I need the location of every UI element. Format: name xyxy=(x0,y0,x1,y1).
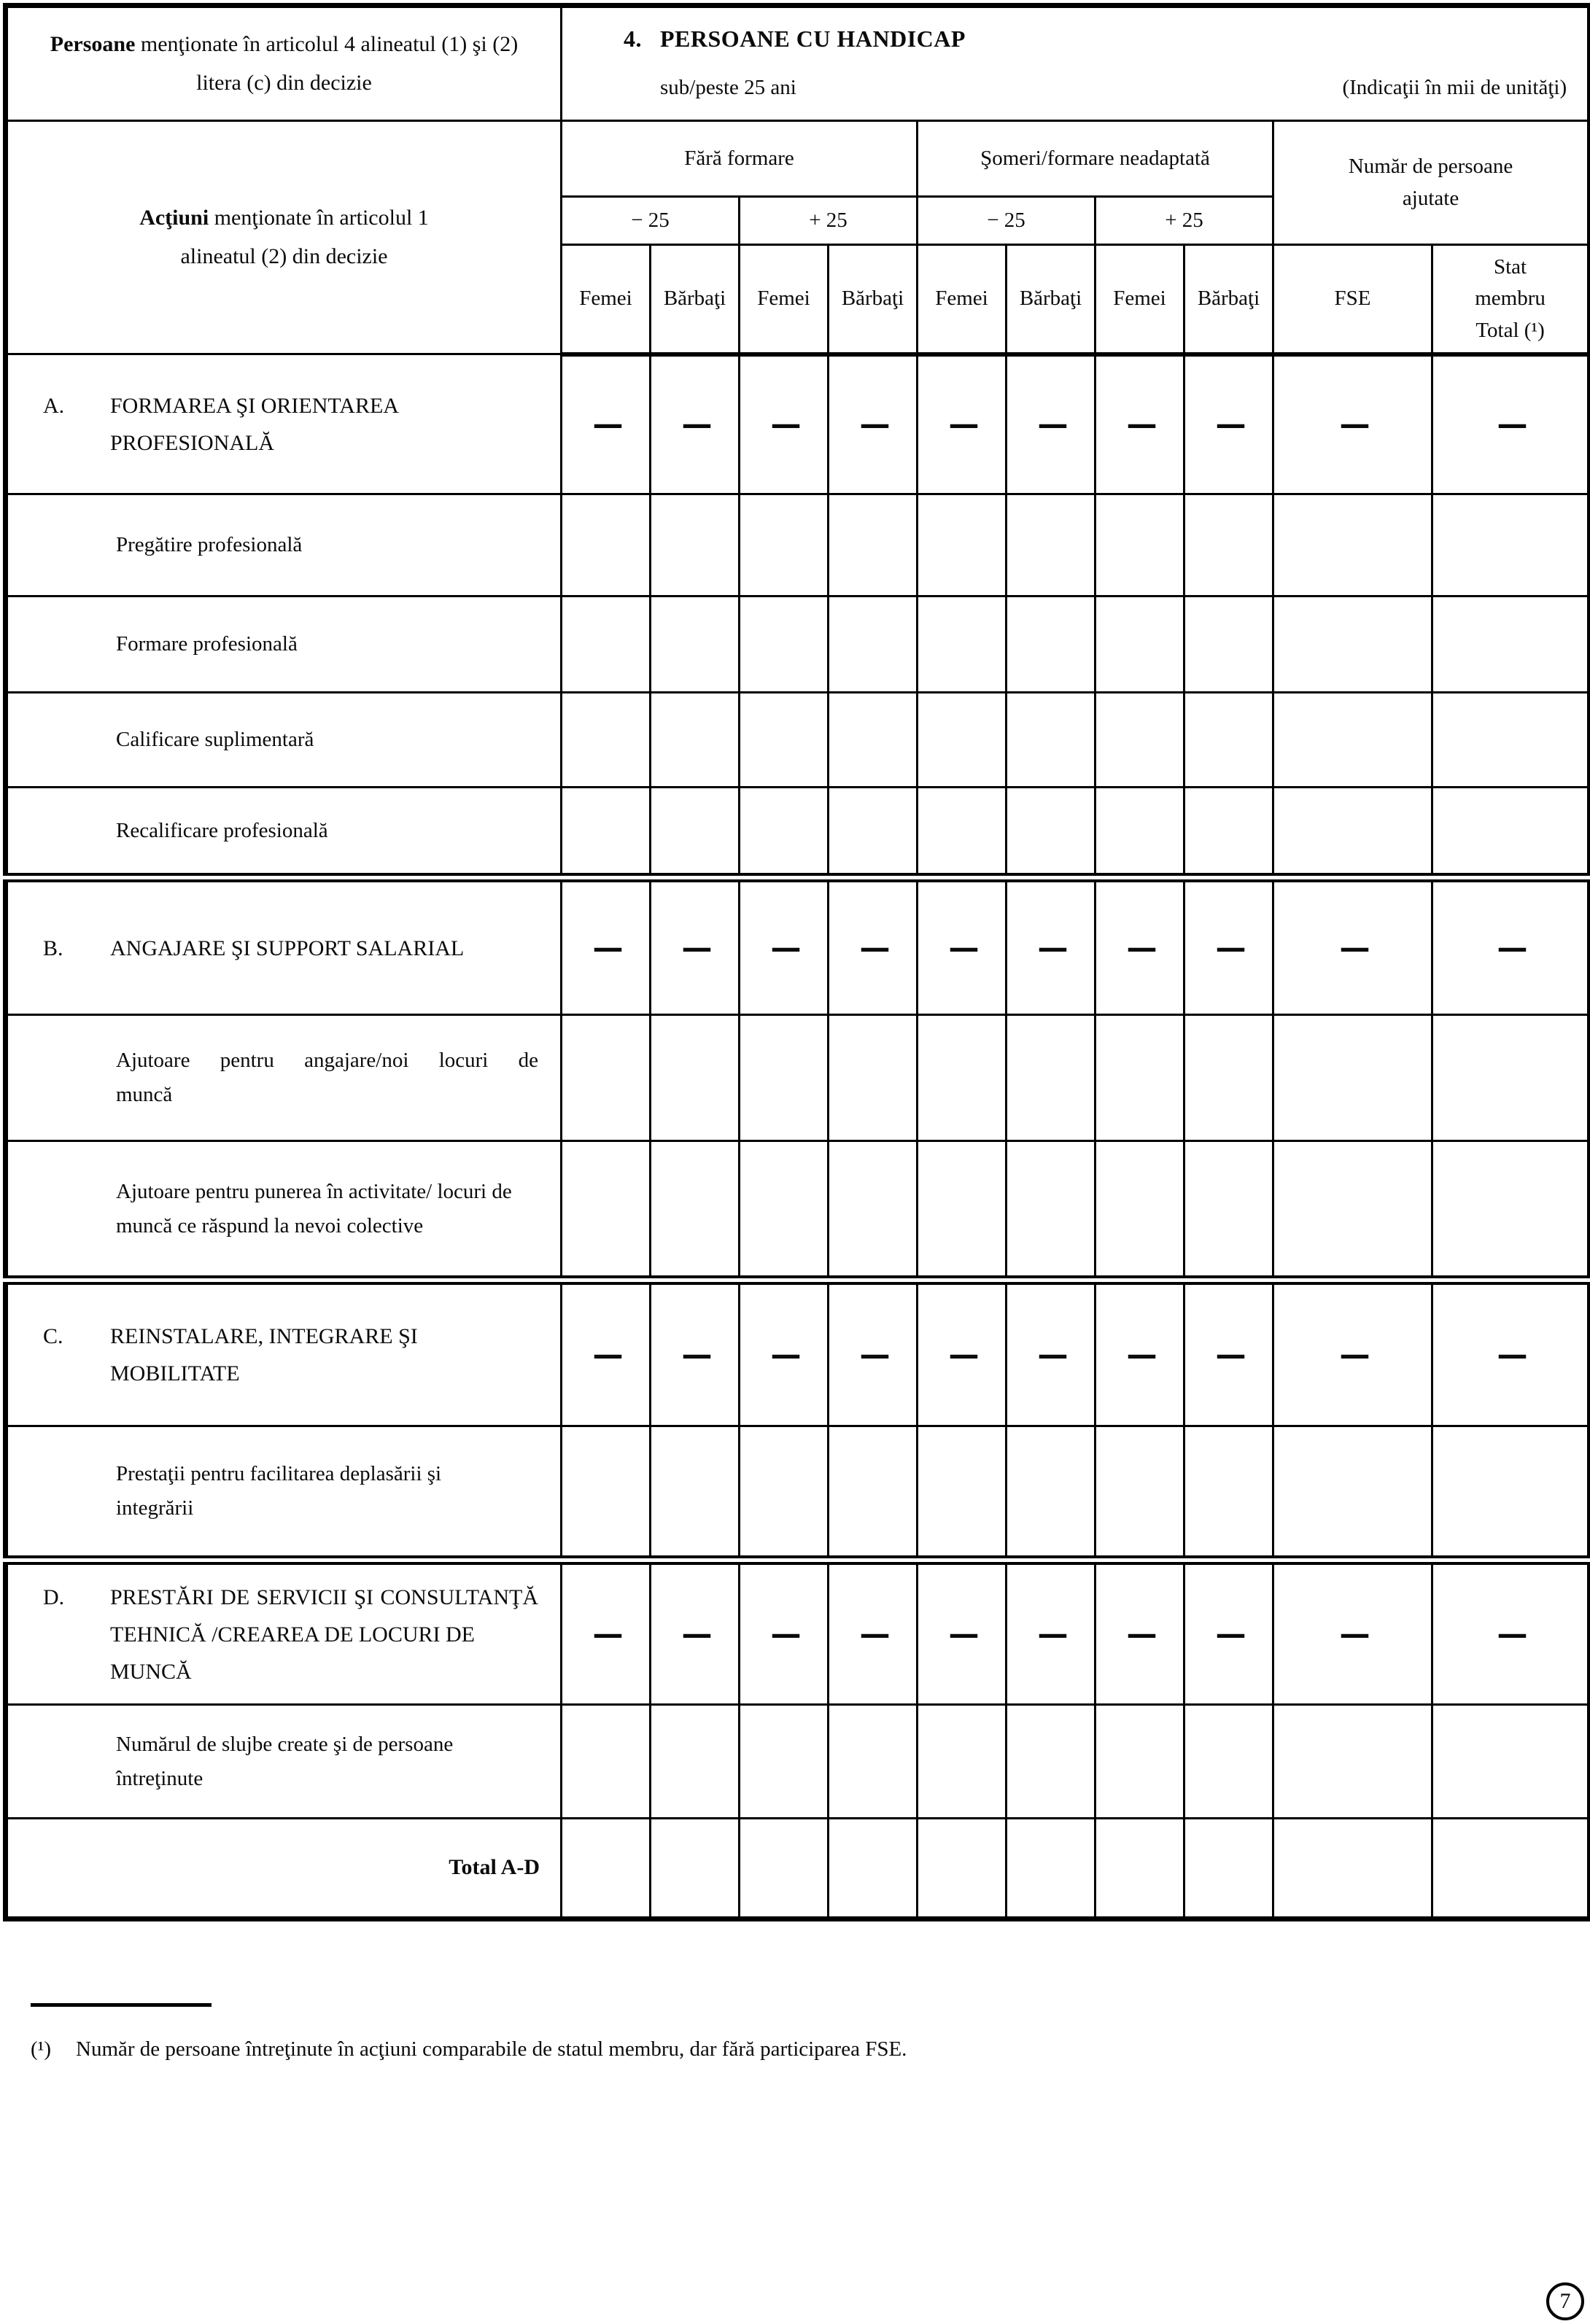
empty-cell xyxy=(1095,494,1184,596)
col-fse: FSE xyxy=(1273,245,1432,354)
row-label-line: Calificare suplimentară xyxy=(116,728,314,752)
dash-cell: — xyxy=(562,354,651,494)
dash-cell: — xyxy=(1095,1280,1184,1426)
empty-cell xyxy=(1184,596,1273,693)
dash-cell: — xyxy=(918,1280,1007,1426)
dash-cell: — xyxy=(740,1561,829,1705)
empty-cell xyxy=(1432,1705,1590,1819)
table-row xyxy=(6,1426,1590,1561)
empty-cell xyxy=(651,494,740,596)
dash-cell: — xyxy=(562,1280,651,1426)
persons-title-bold: Persoane xyxy=(50,32,136,56)
row-letter: D. xyxy=(43,1585,65,1609)
table-row xyxy=(6,1561,1590,1705)
empty-cell xyxy=(1007,1426,1095,1561)
table-row xyxy=(6,878,1590,1015)
empty-cell xyxy=(1273,1426,1432,1561)
dash-cell: — xyxy=(1273,1280,1432,1426)
persons-title xyxy=(6,6,562,121)
dash-cell: — xyxy=(918,354,1007,494)
empty-cell xyxy=(740,1819,829,1919)
empty-cell xyxy=(1273,693,1432,788)
dash-cell: — xyxy=(918,878,1007,1015)
row-label-line: Formare profesională xyxy=(116,632,298,656)
dash-cell: — xyxy=(1273,354,1432,494)
empty-cell xyxy=(1432,788,1590,878)
empty-cell xyxy=(562,788,651,878)
col-men: Bărbaţi xyxy=(1007,245,1095,354)
row-label-line: PRESTĂRI DE SERVICII ŞI CONSULTANŢĂ xyxy=(110,1585,538,1609)
empty-cell xyxy=(651,788,740,878)
dash-cell: — xyxy=(1007,878,1095,1015)
col-ms-line3: Total (¹) xyxy=(1475,318,1545,342)
dash-cell: — xyxy=(1184,878,1273,1015)
empty-cell xyxy=(1095,1705,1184,1819)
table-row xyxy=(6,1015,1590,1141)
row-label-line: Total A-D xyxy=(449,1855,540,1880)
table-row xyxy=(6,1141,1590,1280)
empty-cell xyxy=(740,1015,829,1141)
actions-title-bold: Acţiuni xyxy=(139,206,209,230)
empty-cell xyxy=(740,596,829,693)
col-group-helped xyxy=(1273,121,1590,245)
empty-cell xyxy=(1432,494,1590,596)
col-age-under25: − 25 xyxy=(918,197,1095,245)
empty-cell xyxy=(918,596,1007,693)
empty-cell xyxy=(1184,1819,1273,1919)
empty-cell xyxy=(918,494,1007,596)
empty-cell xyxy=(1432,1141,1590,1280)
age-scope-label: sub/peste 25 ani xyxy=(660,76,796,99)
dash-cell: — xyxy=(562,1561,651,1705)
row-label-line: REINSTALARE, INTEGRARE ŞI xyxy=(110,1324,418,1348)
row-label-line: PROFESIONALĂ xyxy=(110,430,275,455)
row-label xyxy=(6,788,562,878)
table-row xyxy=(6,494,1590,596)
empty-cell xyxy=(1273,788,1432,878)
dash-cell: — xyxy=(1184,1561,1273,1705)
row-letter: A. xyxy=(43,393,65,418)
row-label xyxy=(6,1819,562,1919)
empty-cell xyxy=(740,693,829,788)
empty-cell xyxy=(918,788,1007,878)
empty-cell xyxy=(1095,1819,1184,1919)
dash-cell: — xyxy=(1095,878,1184,1015)
row-label-line: integrării xyxy=(116,1496,194,1520)
empty-cell xyxy=(1184,1015,1273,1141)
col-age-under25: − 25 xyxy=(562,197,740,245)
actions-title-cell xyxy=(6,121,562,354)
col-women: Femei xyxy=(1095,245,1184,354)
col-men: Bărbaţi xyxy=(1184,245,1273,354)
dash-cell: — xyxy=(1432,354,1590,494)
section-title xyxy=(562,26,1587,53)
form-table xyxy=(3,3,1590,1921)
dash-cell: — xyxy=(829,1280,918,1426)
dash-cell: — xyxy=(829,354,918,494)
empty-cell xyxy=(1432,1015,1590,1141)
empty-cell xyxy=(562,1705,651,1819)
empty-cell xyxy=(1095,1141,1184,1280)
empty-cell xyxy=(651,1141,740,1280)
row-label xyxy=(6,878,562,1015)
empty-cell xyxy=(1184,494,1273,596)
actions-title xyxy=(102,199,467,276)
dash-cell: — xyxy=(1007,1280,1095,1426)
dash-cell: — xyxy=(651,878,740,1015)
dash-cell: — xyxy=(1273,1561,1432,1705)
dash-cell: — xyxy=(740,878,829,1015)
footnote xyxy=(31,2037,1590,2061)
title-row xyxy=(6,6,1590,121)
dash-cell: — xyxy=(651,1561,740,1705)
empty-cell xyxy=(740,788,829,878)
col-group-unemployed: Şomeri/formare neadaptată xyxy=(918,121,1273,197)
empty-cell xyxy=(1432,693,1590,788)
row-label xyxy=(6,1141,562,1280)
dash-cell: — xyxy=(651,354,740,494)
dash-cell: — xyxy=(1432,1280,1590,1426)
dash-cell: — xyxy=(1095,1561,1184,1705)
empty-cell xyxy=(829,788,918,878)
col-women: Femei xyxy=(740,245,829,354)
col-age-over25: + 25 xyxy=(1095,197,1273,245)
empty-cell xyxy=(918,693,1007,788)
table-row xyxy=(6,1280,1590,1426)
empty-cell xyxy=(1273,1141,1432,1280)
col-group-no-training: Fără formare xyxy=(562,121,918,197)
dash-cell: — xyxy=(1007,1561,1095,1705)
table-row xyxy=(6,1819,1590,1919)
actions-title-rest: menţionate în articolul 1 alineatul (2) din decizie xyxy=(180,206,429,268)
row-label-line: Recalificare profesională xyxy=(116,818,328,842)
empty-cell xyxy=(740,1426,829,1561)
dash-cell: — xyxy=(1184,354,1273,494)
col-women: Femei xyxy=(918,245,1007,354)
col-women: Femei xyxy=(562,245,651,354)
table-row xyxy=(6,596,1590,693)
table-row xyxy=(6,693,1590,788)
row-label-line: TEHNICĂ /CREAREA DE LOCURI DE MUNCĂ xyxy=(110,1622,475,1684)
persons-title-rest: menţionate în articolul 4 alineatul (1) şi (2) litera (c) din decizie xyxy=(135,32,519,95)
dash-cell: — xyxy=(740,1280,829,1426)
dash-cell: — xyxy=(1273,878,1432,1015)
footnote-text: Număr de persoane întreţinute în acţiuni comparabile de statul membru, dar fără participarea FSE. xyxy=(76,2037,907,2061)
empty-cell xyxy=(651,1426,740,1561)
empty-cell xyxy=(1007,693,1095,788)
row-label xyxy=(6,693,562,788)
row-label xyxy=(6,354,562,494)
dash-cell: — xyxy=(1184,1280,1273,1426)
empty-cell xyxy=(1007,1819,1095,1919)
section-number: 4. xyxy=(624,26,642,52)
empty-cell xyxy=(1095,1015,1184,1141)
footnote-rule xyxy=(31,2003,212,2007)
row-label xyxy=(6,1426,562,1561)
empty-cell xyxy=(651,1705,740,1819)
empty-cell xyxy=(1095,693,1184,788)
col-group-helped-line1: Număr de persoane xyxy=(1348,155,1513,178)
row-label-line: MOBILITATE xyxy=(110,1361,240,1386)
empty-cell xyxy=(562,1015,651,1141)
empty-cell xyxy=(918,1141,1007,1280)
empty-cell xyxy=(1184,1705,1273,1819)
row-label-line: ANGAJARE ŞI SUPPORT SALARIAL xyxy=(110,936,465,960)
row-label-line: FORMAREA ŞI ORIENTAREA xyxy=(110,393,399,418)
empty-cell xyxy=(1273,1015,1432,1141)
empty-cell xyxy=(829,1141,918,1280)
row-label-line: muncă xyxy=(116,1083,173,1106)
row-label-line: Ajutoare pentru angajare/noi locuri de xyxy=(116,1049,538,1073)
dash-cell: — xyxy=(1007,354,1095,494)
empty-cell xyxy=(651,596,740,693)
empty-cell xyxy=(829,596,918,693)
empty-cell xyxy=(1184,1426,1273,1561)
empty-cell xyxy=(562,494,651,596)
empty-cell xyxy=(1432,596,1590,693)
empty-cell xyxy=(562,693,651,788)
col-group-helped-line2: ajutate xyxy=(1402,186,1459,210)
empty-cell xyxy=(1095,1426,1184,1561)
row-label xyxy=(6,1561,562,1705)
row-label xyxy=(6,596,562,693)
row-label-line: Ajutoare pentru punerea în activitate/ locuri de xyxy=(116,1179,512,1203)
footnote-block xyxy=(31,2003,1590,2061)
empty-cell xyxy=(1432,1426,1590,1561)
empty-cell xyxy=(1273,1705,1432,1819)
dash-cell: — xyxy=(562,878,651,1015)
empty-cell xyxy=(1007,494,1095,596)
row-letter: B. xyxy=(43,936,63,960)
col-age-over25: + 25 xyxy=(740,197,918,245)
units-note: (Indicaţii în mii de unităţi) xyxy=(1342,76,1567,99)
row-label-line: Pregătire profesională xyxy=(116,533,303,557)
empty-cell xyxy=(918,1819,1007,1919)
empty-cell xyxy=(562,1819,651,1919)
table-row xyxy=(6,354,1590,494)
empty-cell xyxy=(829,1819,918,1919)
dash-cell: — xyxy=(829,878,918,1015)
empty-cell xyxy=(918,1705,1007,1819)
empty-cell xyxy=(1007,596,1095,693)
section-header-cell xyxy=(562,6,1590,121)
empty-cell xyxy=(829,494,918,596)
row-label-line: Numărul de slujbe create şi de persoane xyxy=(116,1732,454,1756)
dash-cell: — xyxy=(1095,354,1184,494)
dash-cell: — xyxy=(651,1280,740,1426)
empty-cell xyxy=(1273,494,1432,596)
empty-cell xyxy=(1273,596,1432,693)
empty-cell xyxy=(651,693,740,788)
table-body xyxy=(6,354,1590,1919)
empty-cell xyxy=(740,1705,829,1819)
col-member-state-total xyxy=(1432,245,1590,354)
empty-cell xyxy=(1095,596,1184,693)
row-label xyxy=(6,1705,562,1819)
empty-cell xyxy=(1007,788,1095,878)
row-label-line: Prestaţii pentru facilitarea deplasării şi xyxy=(116,1462,442,1486)
empty-cell xyxy=(1432,1819,1590,1919)
empty-cell xyxy=(740,1141,829,1280)
row-label xyxy=(6,1015,562,1141)
footnote-marker: (¹) xyxy=(31,2037,52,2061)
empty-cell xyxy=(829,1705,918,1819)
row-label-line: întreţinute xyxy=(116,1766,203,1790)
dash-cell: — xyxy=(1432,878,1590,1015)
dash-cell: — xyxy=(918,1561,1007,1705)
empty-cell xyxy=(1184,693,1273,788)
row-label-line: muncă ce răspund la nevoi colective xyxy=(116,1213,424,1237)
page-number-badge xyxy=(1546,2282,1584,2320)
empty-cell xyxy=(918,1015,1007,1141)
empty-cell xyxy=(562,596,651,693)
empty-cell xyxy=(1007,1705,1095,1819)
empty-cell xyxy=(1007,1015,1095,1141)
empty-cell xyxy=(1184,788,1273,878)
empty-cell xyxy=(829,693,918,788)
empty-cell xyxy=(1273,1819,1432,1919)
section-subtitle xyxy=(562,76,1587,100)
empty-cell xyxy=(1184,1141,1273,1280)
row-label xyxy=(6,494,562,596)
dash-cell: — xyxy=(829,1561,918,1705)
empty-cell xyxy=(651,1015,740,1141)
table-row xyxy=(6,1705,1590,1819)
empty-cell xyxy=(1007,1141,1095,1280)
empty-cell xyxy=(918,1426,1007,1561)
empty-cell xyxy=(740,494,829,596)
col-ms-line1: Stat xyxy=(1493,254,1527,279)
empty-cell xyxy=(562,1141,651,1280)
page-number: 7 xyxy=(1559,2289,1571,2313)
col-men: Bărbaţi xyxy=(829,245,918,354)
empty-cell xyxy=(829,1426,918,1561)
empty-cell xyxy=(829,1015,918,1141)
empty-cell xyxy=(1095,788,1184,878)
row-letter: C. xyxy=(43,1324,63,1348)
empty-cell xyxy=(562,1426,651,1561)
group-header-row xyxy=(6,121,1590,197)
col-ms-line2: membru xyxy=(1475,287,1546,310)
empty-cell xyxy=(651,1819,740,1919)
col-men: Bărbaţi xyxy=(651,245,740,354)
table-row xyxy=(6,788,1590,878)
row-label xyxy=(6,1280,562,1426)
dash-cell: — xyxy=(1432,1561,1590,1705)
dash-cell: — xyxy=(740,354,829,494)
section-title-text: PERSOANE CU HANDICAP xyxy=(660,26,966,52)
